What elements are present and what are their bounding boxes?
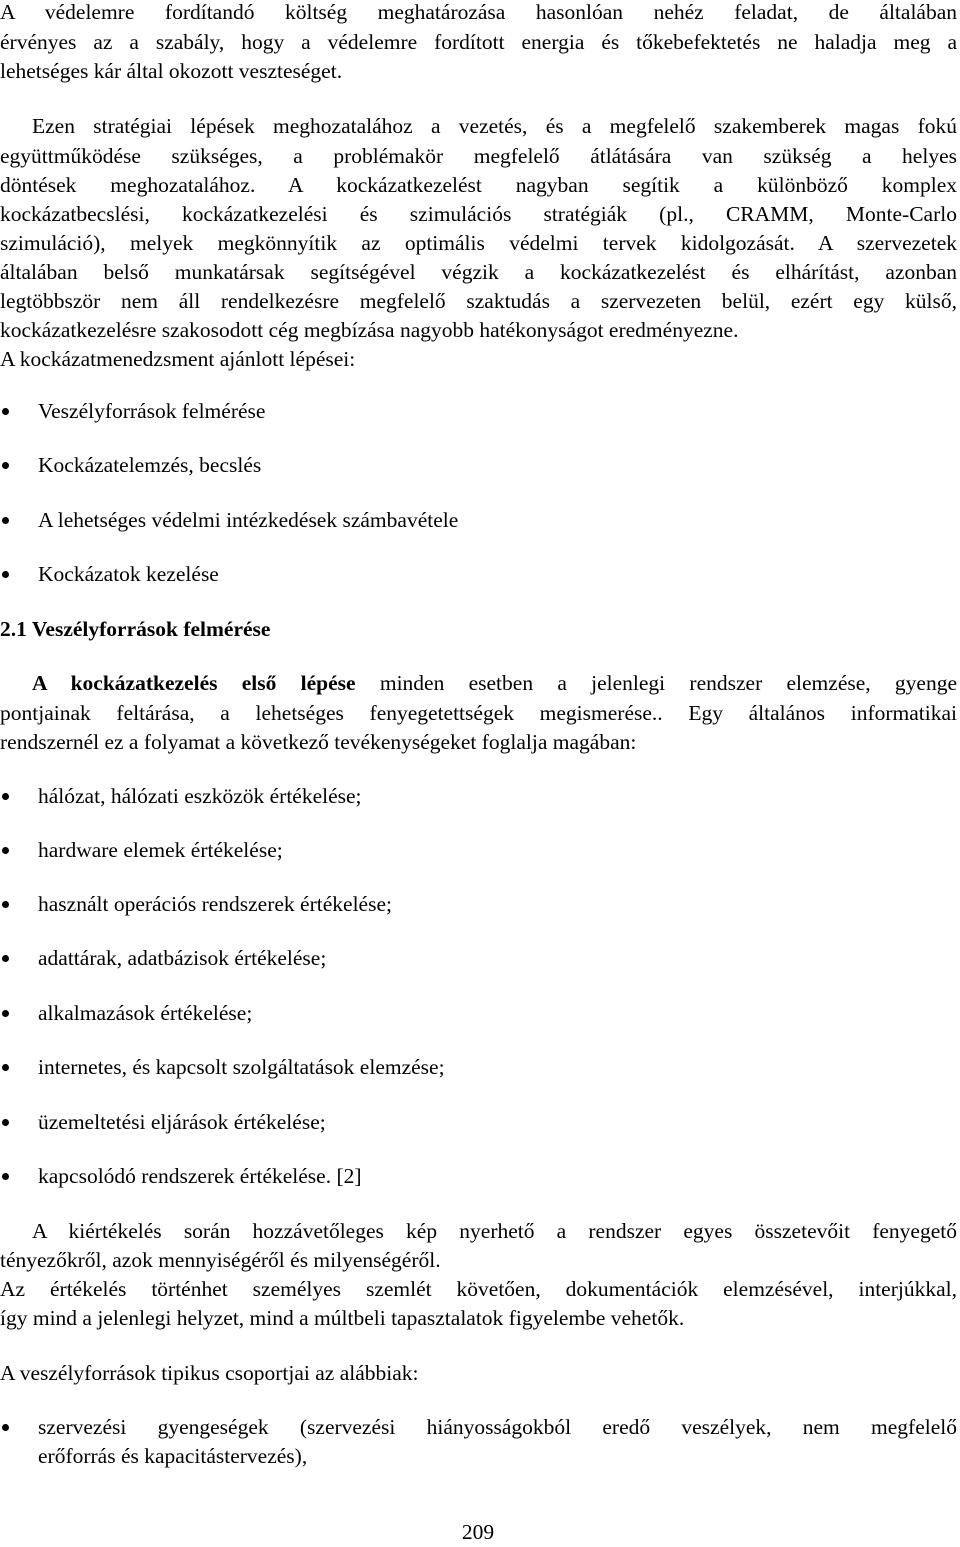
bullet-icon xyxy=(2,462,9,469)
paragraph-line: A védelemre fordítandó költség meghatározása hasonlóan nehéz feladat, de általában xyxy=(0,0,957,24)
paragraph-line: A veszélyforrások tipikus csoportjai az alábbiak: xyxy=(0,1361,419,1385)
bullet-icon xyxy=(2,517,9,524)
paragraph-line: döntések meghozatalához. A kockázatkezelést nagyban segítik a különböző komplex xyxy=(0,173,957,197)
bullet-icon xyxy=(2,1064,9,1071)
bullet-icon xyxy=(2,1010,9,1017)
paragraph-line: Ezen stratégiai lépések meghozatalához a vezetés, és a megfelelő szakemberek magas fokú xyxy=(32,114,957,138)
paragraph-line: így mind a jelenlegi helyzet, mind a múltbeli tapasztalatok figyelembe vehetők. xyxy=(0,1306,685,1330)
bullet-icon xyxy=(2,847,9,854)
page-number: 209 xyxy=(461,1520,495,1544)
bullet-icon xyxy=(2,793,9,800)
paragraph-line: rendszernél ez a folyamat a következő tevékenységeket foglalja magában: xyxy=(0,730,637,754)
paragraph-line: tényezőkről, azok mennyiségéről és milyenségéről. xyxy=(0,1248,441,1272)
bullet-icon xyxy=(2,901,9,908)
bullet-icon xyxy=(2,955,9,962)
bold-lead: A kockázatkezelés első lépése xyxy=(32,671,356,695)
paragraph-text: minden esetben a jelenlegi rendszer elemzése, gyenge xyxy=(355,671,958,695)
paragraph-line: általában belső munkatársak segítségével végzik a kockázatkezelést és elhárítást, azonban xyxy=(0,260,957,284)
bullet-icon xyxy=(2,571,9,578)
paragraph-line: legtöbbször nem áll rendelkezésre megfelelő szaktudás a szervezeten belül, ezért egy külső, xyxy=(0,289,957,313)
paragraph-line: kockázatkezelésre szakosodott cég megbízása nagyobb hatékonyságot eredményezne. xyxy=(0,318,739,342)
paragraph-line: Az értékelés történhet személyes szemlét követően, dokumentációk elemzésével, interjúkkal, xyxy=(0,1277,957,1301)
bullet-icon xyxy=(2,1119,9,1126)
paragraph-line: pontjainak feltárása, a lehetséges fenyegetettségek megismerése.. Egy általános informatikai xyxy=(0,701,957,725)
paragraph-line: szimuláció), melyek megkönnyítik az optimális védelmi tervek kidolgozását. A szervezetek xyxy=(0,231,957,255)
document-page: A védelemre fordítandó költség meghatározása hasonlóan nehéz feladat, de általában érvényes az a szabály, hogy a védelemre fordított energia és tőkebefektetés ne haladja meg a lehetséges kár által okozott veszteséget. Ezen stratégiai lépések meghozatalához a vezetés, és a megfelelő szakemberek magas fokú együttműködése szükséges, a problémakör megfelelő átlátására van szükség a helyes döntések meghozatalához. A kockázatkezelést nagyban segítik a különböző komplex kockázatbecslési, kockázatkezelési és szimulációs stratégiák (pl., CRAMM, Monte-Carlo szimuláció), melyek megkönnyítik az optimális védelmi tervek kidolgozását. A szervezetek általában belső munkatársak segítségével végzik a kockázatkezelést és elhárítást, azonban legtöbbször nem áll rendelkezésre megfelelő szaktudás a szervezeten belül, ezért egy külső, kockázatkezelésre szakosodott cég megbízása nagyobb hatékonyságot eredményezne. A kockázatmenedzsment ajánlott lépései: Veszélyforrások felmérése Kockázatelemzés, becslés A lehetséges védelmi intézkedések számbavétele Kockázatok kezelése 2.1 Veszélyforrások felmérése A kockázatkezelés első lépése minden esetben a jelenlegi rendszer elemzése, gyenge pontjainak feltárása, a lehetséges fenyegetettségek megismerése.. Egy általános informatikai rendszernél ez a folyamat a következő tevékenységeket foglalja magában: hálózat, hálózati eszközök értékelése; hardware elemek értékelése; használt operációs rendszerek értékelése; adattárak, adatbázisok értékelése; alkalmazások értékelése; internetes, és kapcsolt szolgáltatások elemzése; üzemeltetési eljárások értékelése; kapcsolódó rendszerek értékelése. [2] A kiértékelés során hozzávetőleges kép nyerhető a rendszer egyes összetevőit fenyegető tényezőkről, azok mennyiségéről és milyenségéről. Az értékelés történhet személyes szemlét követően, dokumentációk elemzésével, interjúkkal, így mind a jelenlegi helyzet, mind a múltbeli tapasztalatok figyelembe vehetők. A veszélyforrások tipikus csoportjai az alábbiak: szervezési gyengeségek (szervezési hiányosságokból eredő veszélyek, nem megfelelő erőforrás és kapacitástervezés), 209 xyxy=(0,0,960,1543)
paragraph-line: együttműködése szükséges, a problémakör megfelelő átlátására van szükség a helyes xyxy=(0,144,957,168)
paragraph-line: A kiértékelés során hozzávetőleges kép nyerhető a rendszer egyes összetevőit fenyegető xyxy=(32,1219,957,1243)
bullet-icon xyxy=(2,1173,9,1180)
paragraph-line: érvényes az a szabály, hogy a védelemre fordított energia és tőkebefektetés ne haladja meg a xyxy=(0,30,957,54)
bullet-icon xyxy=(2,1424,9,1431)
paragraph-line: A kockázatmenedzsment ajánlott lépései: xyxy=(0,347,356,371)
paragraph-line: lehetséges kár által okozott veszteséget. xyxy=(0,59,343,83)
bullet-icon xyxy=(2,408,9,415)
paragraph-line: kockázatbecslési, kockázatkezelési és szimulációs stratégiák (pl., CRAMM, Monte-Carlo xyxy=(0,202,957,226)
section-heading: 2.1 Veszélyforrások felmérése xyxy=(0,617,271,641)
paragraph-line xyxy=(32,668,957,698)
